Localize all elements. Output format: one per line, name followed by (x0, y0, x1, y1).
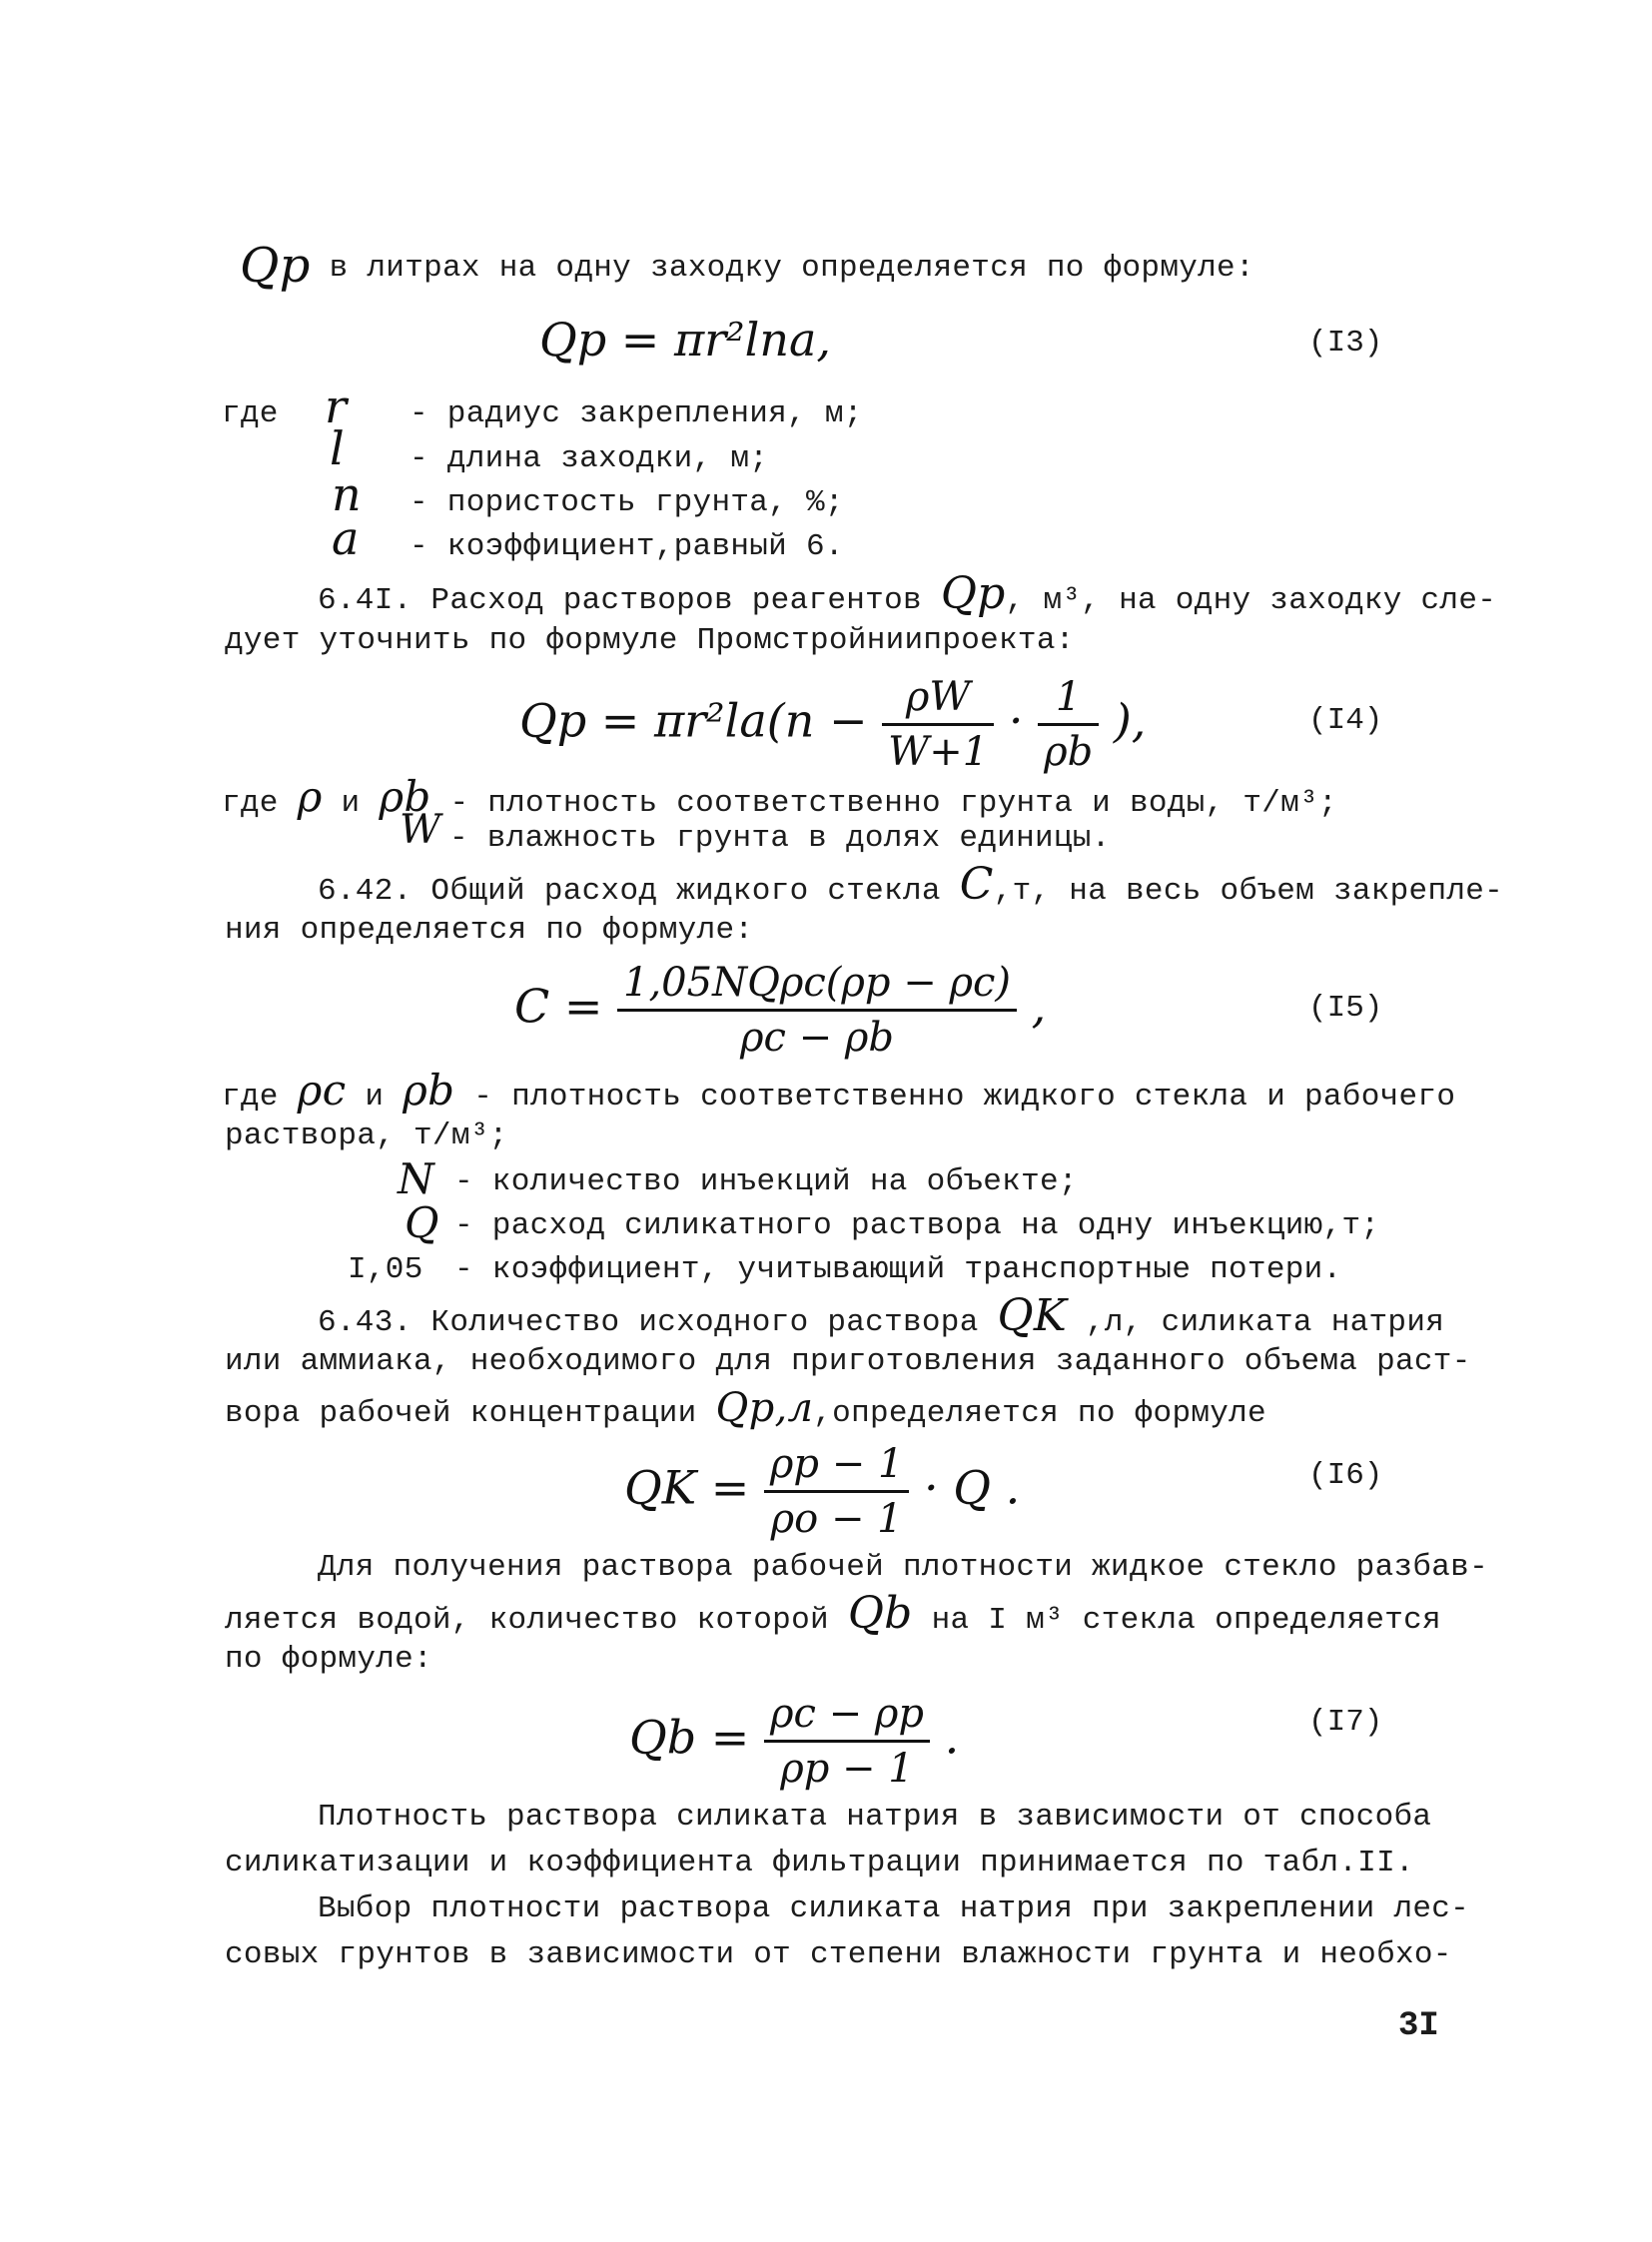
and-label-15: и (365, 1080, 385, 1115)
formula-16-right: · Q . (924, 1460, 1021, 1515)
symbol-w: W (400, 807, 441, 853)
paragraph-6-43-line-2: или аммиака, необходимого для приготовления заданного объема раст- (225, 1344, 1471, 1379)
formula-17-den: ρp − 1 (780, 1746, 914, 1792)
density-line-1: Плотность раствора силиката натрия в зависимости от способа (318, 1800, 1432, 1835)
symbol-qk: QK (997, 1290, 1068, 1341)
formula-14-frac2-num: 1 (1038, 671, 1099, 726)
formula-16-fraction (764, 1438, 910, 1545)
formula-14-right: ), (1113, 693, 1147, 748)
formula-14-left: Qp = πr²la(n − (519, 693, 868, 748)
paragraph-6-42-line-1 (318, 859, 1504, 912)
equation-number-16: (I6) (1308, 1458, 1383, 1493)
def-l: - длина заходки, м; (410, 441, 769, 476)
p643-text-c: вора рабочей концентрации (225, 1396, 697, 1431)
symbol-r: r (325, 379, 347, 433)
formula-14-frac2-den: ρb (1044, 729, 1094, 775)
p643-text-b: ,л, силиката натрия (1085, 1305, 1445, 1340)
formula-15-left: C = (514, 979, 603, 1034)
defs-14-text-2: - влажность грунта в долях единицы. (449, 821, 1111, 856)
formula-15-fraction (617, 957, 1017, 1064)
def-r: - радиус закрепления, м; (410, 396, 863, 431)
symbol-c: C (959, 859, 994, 910)
formula-16-left: QK = (624, 1460, 750, 1515)
formula-14-frac1-num: ρW (882, 671, 994, 726)
symbol-a: a (332, 511, 360, 565)
dilution-line-3: по формуле: (225, 1642, 432, 1677)
intro-text: в литрах на одну заходку определяется по формуле: (329, 251, 1254, 286)
page-number: 3I (1398, 2007, 1439, 2045)
symbol-rho-c: ρc (297, 1066, 347, 1115)
symbol-qpl: Qp,л (715, 1385, 814, 1431)
equation-number-13: (I3) (1308, 326, 1383, 361)
defs-14-text-1: - плотность соответственно грунта и воды, т/м³; (449, 786, 1337, 821)
dilution-line-2 (225, 1588, 1441, 1641)
paragraph-6-42-line-2: ния определяется по формуле: (225, 913, 754, 948)
formula-17-num: ρc − ρp (764, 1688, 930, 1743)
formula-15 (514, 957, 1046, 1064)
symbol-qb: Qb (847, 1588, 913, 1639)
formula-15-right: , (1031, 979, 1047, 1034)
symbol-q: Q (405, 1198, 439, 1247)
p641-text-b: , м³, на одну заходку сле- (1005, 583, 1497, 618)
choice-line-2: совых грунтов в зависимости от степени влажности грунта и необхо- (225, 1937, 1452, 1972)
formula-17-right: . (944, 1710, 960, 1765)
and-label-14: и (341, 786, 361, 821)
def-coef: - коэффициент, учитывающий транспортные потери. (454, 1252, 1342, 1287)
formula-17-fraction (764, 1688, 930, 1795)
formula-14-dot: · (1008, 693, 1024, 748)
symbol-rho: ρ (297, 772, 323, 821)
p641-text-a: 6.4I. Расход растворов реагентов (318, 583, 922, 618)
choice-line-1: Выбор плотности раствора силиката натрия при закреплении лес- (318, 1891, 1470, 1926)
equation-number-17: (I7) (1308, 1705, 1383, 1740)
p642-text-a: 6.42. Общий расход жидкого стекла (318, 874, 941, 909)
dilution-text-b: на I м³ стекла определяется (931, 1603, 1441, 1638)
where-label-14: где (222, 786, 279, 821)
def-n-injections: - количество инъекций на объекте; (454, 1164, 1078, 1199)
equation-number-14: (I4) (1308, 703, 1383, 738)
formula-15-den: ρc − ρb (739, 1015, 894, 1061)
intro-line (240, 238, 1254, 294)
formula-14-fraction-1 (882, 671, 994, 778)
paragraph-6-43-line-3 (225, 1385, 1266, 1434)
def-a: - коэффициент,равный 6. (410, 529, 844, 564)
dilution-text-a: ляется водой, количество которой (225, 1603, 829, 1638)
formula-15-num: 1,05NQρc(ρp − ρc) (617, 957, 1017, 1012)
where-label-13: где (222, 396, 279, 431)
paragraph-6-41-line-1 (318, 568, 1497, 621)
def-q: - расход силикатного раствора на одну инъекцию,т; (454, 1208, 1380, 1243)
where-label-15: где (222, 1080, 279, 1115)
formula-17 (629, 1688, 959, 1795)
paragraph-6-41-line-2: дует уточнить по формуле Промстройниипроекта: (225, 623, 1075, 658)
defs-15-line-1 (222, 1066, 1456, 1118)
coef-value: I,05 (348, 1252, 423, 1287)
formula-13: Qp = πr²lna, (539, 313, 831, 367)
formula-16 (624, 1438, 1020, 1545)
formula-17-left: Qb = (629, 1710, 750, 1765)
density-line-2: силикатизации и коэффициента фильтрации принимается по табл.II. (225, 1846, 1414, 1880)
p643-text-d: ,определяется по формуле (813, 1396, 1266, 1431)
p642-text-b: ,т, на весь объем закрепле- (993, 874, 1504, 909)
equation-number-15: (I5) (1308, 991, 1383, 1026)
dilution-line-1: Для получения раствора рабочей плотности жидкое стекло разбав- (318, 1550, 1488, 1585)
symbol-n-injections: N (398, 1154, 434, 1203)
formula-14-fraction-2 (1038, 671, 1099, 778)
symbol-rho-b-15: ρb (403, 1066, 455, 1115)
def-n: - пористость грунта, %; (410, 485, 844, 520)
symbol-l: l (330, 421, 345, 475)
defs-14-line-1 (222, 772, 1337, 824)
formula-16-num: ρp − 1 (764, 1438, 910, 1493)
defs-15-line-2: раствора, т/м³; (225, 1119, 508, 1153)
symbol-qp-641: Qp (940, 568, 1006, 619)
defs-15-text-1: - плотность соответственно жидкого стекла и рабочего (473, 1080, 1456, 1115)
symbol-n: n (332, 467, 362, 521)
formula-16-den: ρo − 1 (770, 1496, 903, 1542)
p643-text-a: 6.43. Количество исходного раствора (318, 1305, 979, 1340)
symbol-qp: Qp (240, 238, 311, 294)
formula-14-frac1-den: W+1 (888, 729, 989, 775)
paragraph-6-43-line-1 (318, 1290, 1445, 1343)
formula-14 (519, 671, 1146, 778)
symbol-rho-b: ρb (379, 772, 431, 821)
